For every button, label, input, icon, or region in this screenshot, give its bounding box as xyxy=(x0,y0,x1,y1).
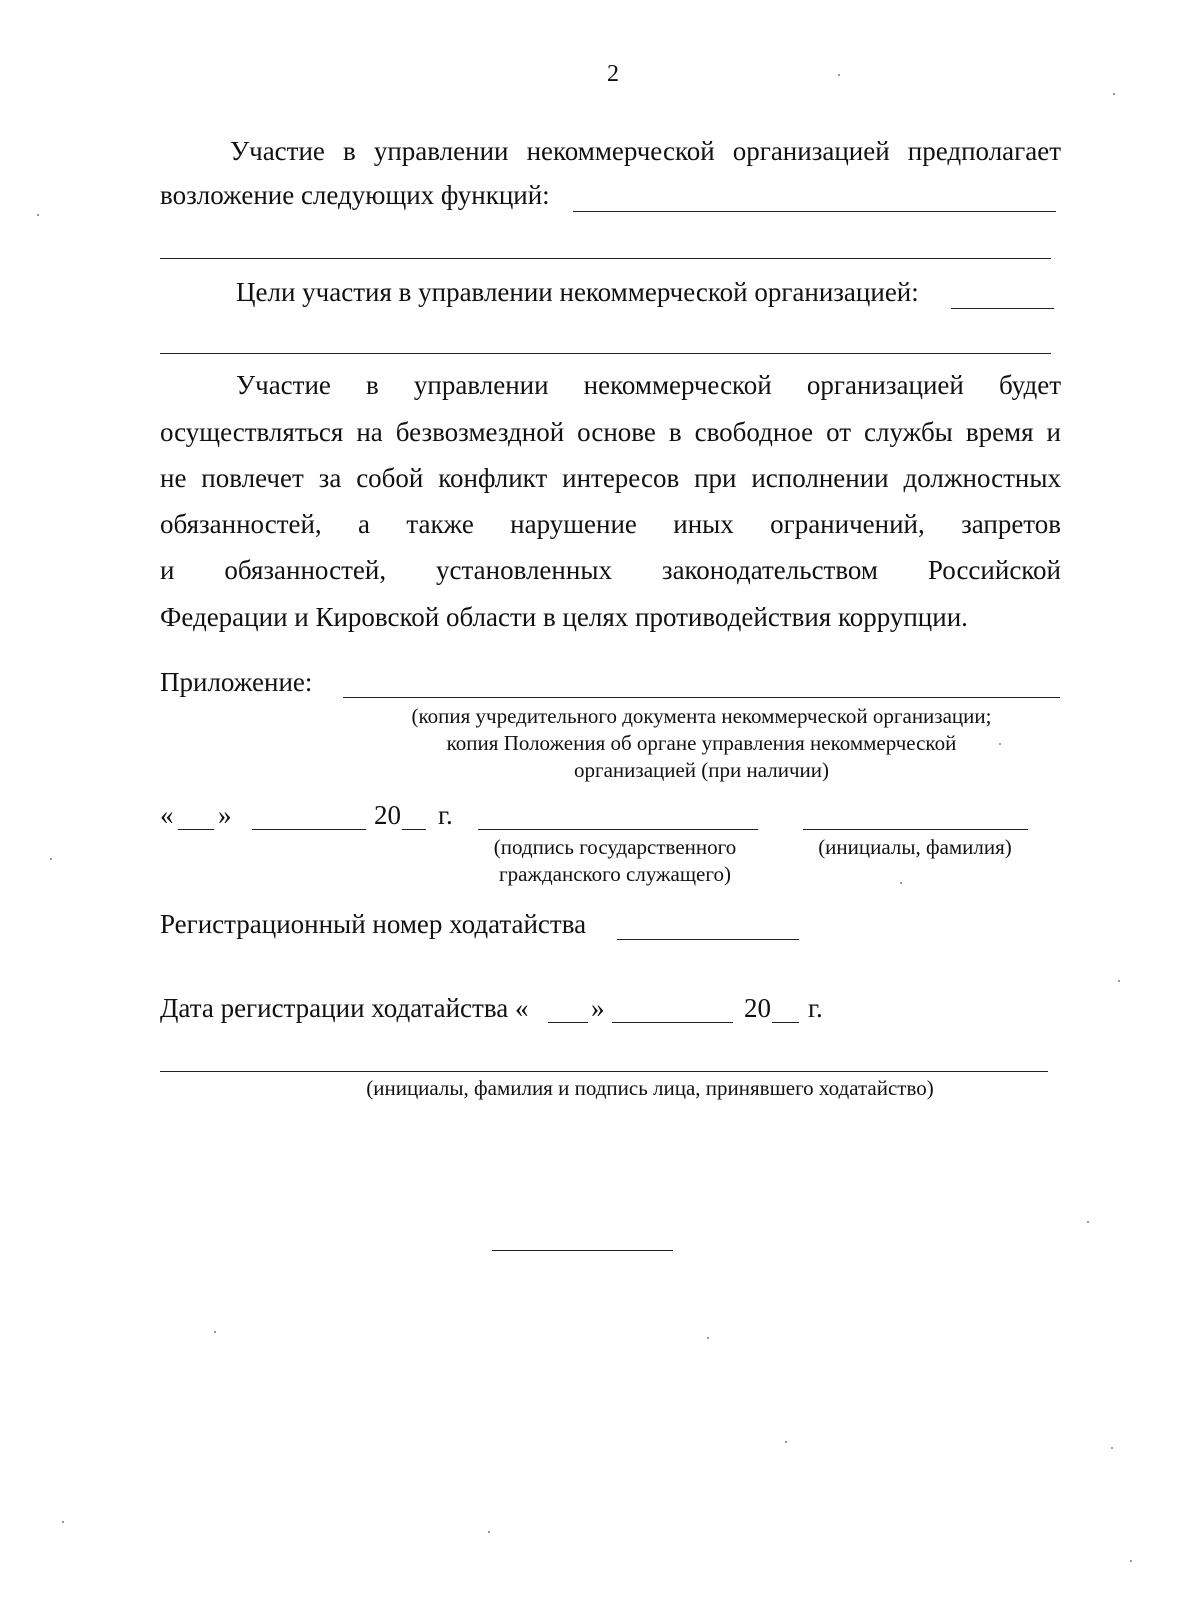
statement-line-1: Участие в управлении некоммерческой организацией будет xyxy=(236,370,1061,400)
registration-year-suffix: г. xyxy=(808,993,823,1023)
registration-day-fill-line[interactable] xyxy=(548,1022,588,1023)
scan-speck xyxy=(37,214,39,216)
scan-speck xyxy=(1087,1221,1089,1223)
functions-text-line1: Участие в управлении некоммерческой организацией предполагает xyxy=(230,136,1061,166)
page-number: 2 xyxy=(607,61,619,87)
signature-caption-line1: (подпись государственного xyxy=(493,835,737,859)
signature-day-fill-line[interactable] xyxy=(178,829,214,830)
signature-date-open-quote: « xyxy=(160,800,174,830)
receiver-fill-line[interactable] xyxy=(160,1071,1048,1072)
functions-text-line2: возложение следующих функций: xyxy=(160,180,550,210)
receiver-caption: (инициалы, фамилия и подпись лица, принявшего ходатайство) xyxy=(366,1076,934,1100)
statement-line-4: обязанностей, а также нарушение иных ограничений, запретов xyxy=(160,509,1061,539)
attachment-fill-line[interactable] xyxy=(343,697,1060,698)
scan-speck xyxy=(1118,980,1120,982)
attachment-caption-line1: (копия учредительного документа некоммерческой организации; xyxy=(411,704,992,728)
scan-speck xyxy=(999,743,1001,745)
scan-speck xyxy=(1111,1447,1113,1449)
statement-line-2: осуществляться на безвозмездной основе в свободное от службы время и xyxy=(160,417,1061,447)
initials-caption: (инициалы, фамилия) xyxy=(818,835,1012,859)
goals-fill-line-2[interactable] xyxy=(160,353,1051,354)
goals-text: Цели участия в управлении некоммерческой организацией: xyxy=(236,277,919,307)
registration-number-label: Регистрационный номер ходатайства xyxy=(160,909,587,939)
signature-caption-line2: гражданского служащего) xyxy=(499,862,731,886)
registration-date-label: Дата регистрации ходатайства « xyxy=(160,993,529,1023)
registration-year-prefix: 20 xyxy=(744,993,771,1023)
signature-date-close-quote: » xyxy=(218,800,232,830)
functions-fill-line-2[interactable] xyxy=(160,258,1051,259)
scan-speck xyxy=(707,1337,709,1339)
signature-year-suffix: г. xyxy=(438,800,453,830)
statement-line-5: и обязанностей, установленных законодательством Российской xyxy=(160,555,1061,585)
signature-year-fill-line[interactable] xyxy=(402,829,426,830)
registration-number-fill-line[interactable] xyxy=(617,939,799,940)
scan-speck xyxy=(900,882,902,884)
attachment-caption-line2: копия Положения об органе управления некоммерческой xyxy=(446,731,957,755)
statement-line-6: Федерации и Кировской области в целях противодействия коррупции. xyxy=(160,602,968,632)
scan-speck xyxy=(1130,1560,1132,1562)
scan-speck xyxy=(1113,93,1115,95)
scan-speck xyxy=(50,858,52,860)
signature-year-prefix: 20 xyxy=(374,800,401,830)
registration-month-fill-line[interactable] xyxy=(612,1022,733,1023)
signature-fill-line[interactable] xyxy=(478,829,758,830)
scan-speck xyxy=(214,1331,216,1333)
closing-separator-line xyxy=(492,1250,673,1251)
initials-fill-line[interactable] xyxy=(803,829,1028,830)
scan-speck xyxy=(838,74,840,76)
scan-speck xyxy=(488,1531,490,1533)
scan-speck xyxy=(785,1441,787,1443)
attachment-label: Приложение: xyxy=(160,667,313,697)
statement-line-3: не повлечет за собой конфликт интересов при исполнении должностных xyxy=(160,463,1061,493)
registration-year-fill-line[interactable] xyxy=(772,1022,799,1023)
signature-month-fill-line[interactable] xyxy=(252,829,366,830)
scan-speck xyxy=(62,1521,64,1523)
registration-date-close-quote: » xyxy=(591,993,605,1023)
goals-fill-line[interactable] xyxy=(951,308,1054,309)
attachment-caption-line3: организацией (при наличии) xyxy=(573,758,830,782)
functions-fill-line[interactable] xyxy=(573,211,1056,212)
